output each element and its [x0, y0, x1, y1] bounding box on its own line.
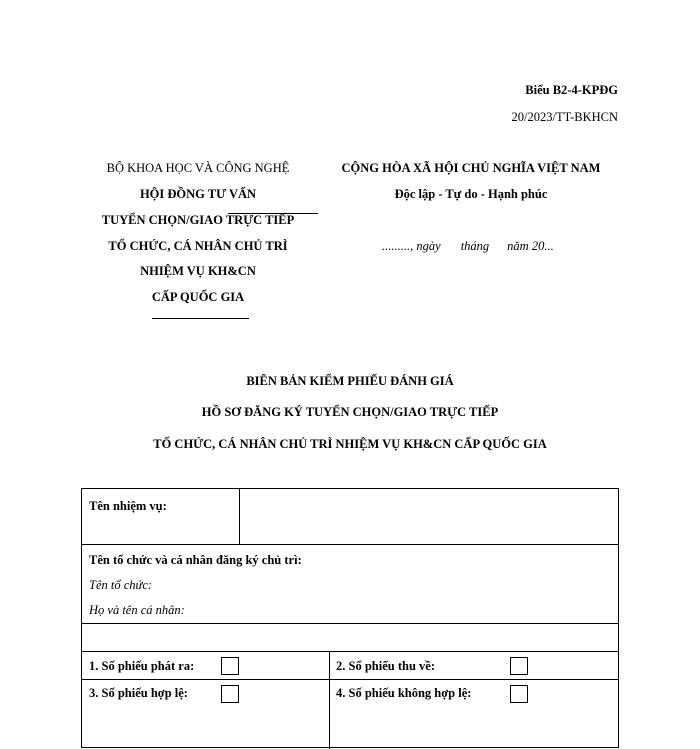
council-line-1: HỘI ĐỒNG TƯ VẤN: [139, 187, 257, 201]
person-name-label: Họ và tên cá nhân:: [89, 603, 185, 617]
document-title-line-2: HỒ SƠ ĐĂNG KÝ TUYỂN CHỌN/GIAO TRỰC TIẾP: [201, 405, 499, 419]
task-name-label: Tên nhiệm vụ:: [89, 499, 167, 513]
ballots-received-label: 2. Số phiếu thu về:: [336, 659, 435, 673]
row-divider-2: [82, 623, 618, 624]
task-divider: [239, 489, 240, 544]
date-day-label: , ngày: [410, 239, 441, 253]
circular-reference: 20/2023/TT-BKHCN: [511, 110, 618, 124]
national-motto: Độc lập - Tự do - Hạnh phúc: [394, 187, 548, 201]
document-title-line-1: BIÊN BẢN KIỂM PHIẾU ĐÁNH GIÁ: [246, 374, 454, 388]
left-underline: [152, 318, 249, 319]
row-divider-1: [82, 544, 618, 545]
form-code: Biểu B2-4-KPĐG: [525, 83, 618, 97]
ministry-name: BỘ KHOA HỌC VÀ CÔNG NGHỆ: [106, 161, 290, 175]
ballots-valid-label: 3. Số phiếu hợp lệ:: [89, 686, 188, 700]
ballot-divider: [329, 651, 330, 749]
ballots-valid-box[interactable]: [221, 685, 239, 703]
row-divider-3: [82, 651, 618, 652]
ballots-invalid-box[interactable]: [510, 685, 528, 703]
ballots-issued-label: 1. Số phiếu phát ra:: [89, 659, 195, 673]
registrant-label: Tên tổ chức và cá nhân đăng ký chủ trì:: [89, 553, 302, 567]
council-line-2: TUYỂN CHỌN/GIAO TRỰC TIẾP: [101, 213, 295, 227]
date-line: [382, 239, 554, 254]
date-year-label: năm 20...: [507, 239, 554, 253]
org-name-label: Tên tổ chức:: [89, 578, 153, 592]
row-divider-4: [82, 679, 618, 680]
ballots-received-box[interactable]: [510, 657, 528, 675]
date-place: .........: [382, 239, 411, 253]
document-title-line-3: TỔ CHỨC, CÁ NHÂN CHỦ TRÌ NHIỆM VỤ KH&CN CẤP QUỐC GIA: [153, 437, 547, 451]
council-line-5: CẤP QUỐC GIA: [151, 290, 245, 304]
motto-underline: [228, 213, 318, 214]
council-line-4: NHIỆM VỤ KH&CN: [140, 264, 256, 278]
date-month-label: tháng: [460, 239, 490, 253]
info-table: [81, 488, 619, 748]
nation-name: CỘNG HÒA XÃ HỘI CHỦ NGHĨA VIỆT NAM: [341, 161, 601, 175]
council-line-3: TỔ CHỨC, CÁ NHÂN CHỦ TRÌ: [108, 239, 288, 253]
ballots-invalid-label: 4. Số phiếu không hợp lệ:: [336, 686, 472, 700]
ballots-issued-box[interactable]: [221, 657, 239, 675]
